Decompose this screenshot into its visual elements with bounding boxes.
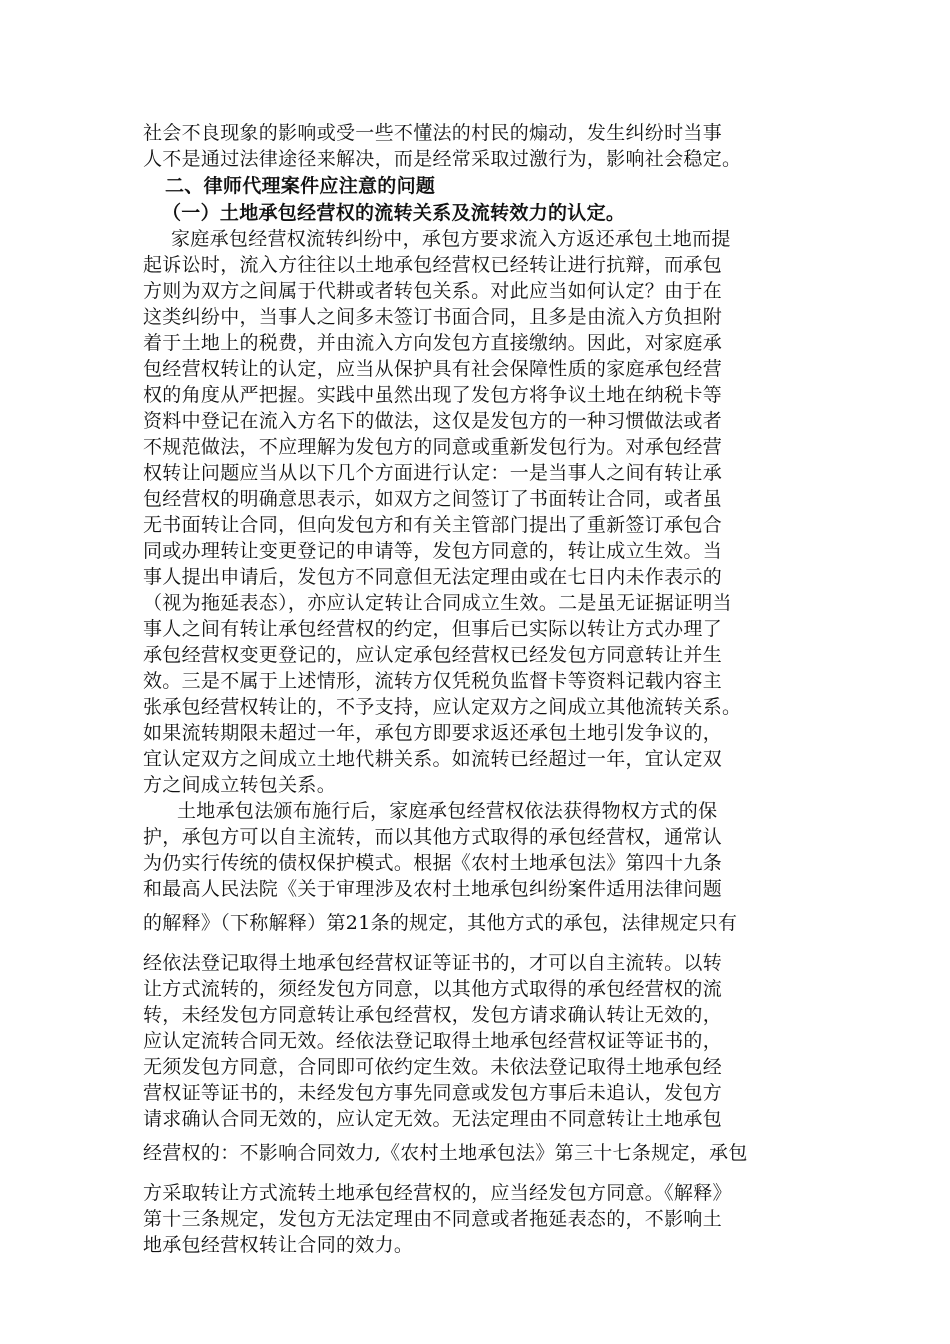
body-text-line: 同或办理转让变更登记的申请等，发包方同意的，转让成立生效。当 [143, 540, 723, 562]
body-text-line: 经营权的：不影响合同效力,《农村土地承包法》第三十七条规定，承包 [143, 1142, 748, 1164]
section-heading: 二、律师代理案件应注意的问题 [165, 175, 436, 197]
body-text-line: 方采取转让方式流转土地承包经营权的，应当经发包方同意。《解释》 [143, 1182, 732, 1204]
body-text-line: 这类纠纷中，当事人之间多未签订书面合同，且多是由流入方负担附 [143, 306, 723, 328]
body-text-line: 宜认定双方之间成立土地代耕关系。如流转已经超过一年，宜认定双 [143, 748, 723, 770]
body-text-line: 第十三条规定，发包方无法定理由不同意或者拖延表态的，不影响土 [143, 1208, 723, 1230]
body-text-line: 营权证等证书的，未经发包方事先同意或发包方事后未追认，发包方 [143, 1082, 723, 1104]
body-text-line: 经依法登记取得土地承包经营权证等证书的，才可以自主流转。以转 [143, 952, 723, 974]
body-text-line: 人不是通过法律途径来解决，而是经常采取过激行为，影响社会稳定。 [143, 148, 742, 170]
body-text-line: 包经营权转让的认定，应当从保护具有社会保障性质的家庭承包经营 [143, 358, 723, 380]
body-text-line: 方则为双方之间属于代耕或者转包关系。对此应当如何认定？由于在 [143, 280, 723, 302]
body-text-line: 包经营权的明确意思表示，如双方之间签订了书面转让合同，或者虽 [143, 488, 723, 510]
subsection-heading: （一）土地承包经营权的流转关系及流转效力的认定。 [162, 202, 626, 224]
body-text-line: 家庭承包经营权流转纠纷中，承包方要求流入方返还承包土地而提 [171, 228, 731, 250]
body-text-line: 的解释》（下称解释）第21条的规定，其他方式的承包，法律规定只有 [143, 912, 738, 934]
body-text-line: 社会不良现象的影响或受一些不懂法的村民的煽动，发生纠纷时当事 [143, 122, 723, 144]
body-text-line: 转，未经发包方同意转让承包经营权，发包方请求确认转让无效的， [143, 1004, 723, 1026]
body-text-line: 起诉讼时，流入方往往以土地承包经营权已经转让进行抗辩，而承包 [143, 254, 723, 276]
body-text-line: 土地承包法颁布施行后，家庭承包经营权依法获得物权方式的保 [177, 800, 718, 822]
body-text-line: 无书面转让合同，但向发包方和有关主管部门提出了重新签订承包合 [143, 514, 723, 536]
body-text-line: 如果流转期限未超过一年，承包方即要求返还承包土地引发争议的， [143, 722, 723, 744]
body-text-line: 地承包经营权转让合同的效力。 [143, 1234, 414, 1256]
body-text-line: 事人提出申请后，发包方不同意但无法定理由或在七日内未作表示的 [143, 566, 723, 588]
body-text-line: 权的角度从严把握。实践中虽然出现了发包方将争议土地在纳税卡等 [143, 384, 723, 406]
body-text-line: 不规范做法，不应理解为发包方的同意或重新发包行为。对承包经营 [143, 436, 723, 458]
body-text-line: 护，承包方可以自主流转，而以其他方式取得的承包经营权，通常认 [143, 826, 723, 848]
body-text-line: 事人之间有转让承包经营权的约定，但事后已实际以转让方式办理了 [143, 618, 723, 640]
body-text-line: （视为拖延表态），亦应认定转让合同成立生效。二是虽无证据证明当 [143, 592, 732, 614]
body-text-line: 效。三是不属于上述情形，流转方仅凭税负监督卡等资料记载内容主 [143, 670, 723, 692]
body-text-line: 权转让问题应当从以下几个方面进行认定：一是当事人之间有转让承 [143, 462, 723, 484]
body-text-line: 请求确认合同无效的，应认定无效。无法定理由不同意转让土地承包 [143, 1108, 723, 1130]
body-text-line: 资料中登记在流入方名下的做法，这仅是发包方的一种习惯做法或者 [143, 410, 723, 432]
body-text-line: 应认定流转合同无效。经依法登记取得土地承包经营权证等证书的， [143, 1030, 723, 1052]
body-text-line: 为仍实行传统的债权保护模式。根据《农村土地承包法》第四十九条 [143, 852, 723, 874]
body-text-line: 张承包经营权转让的，不予支持，应认定双方之间成立其他流转关系。 [143, 696, 742, 718]
body-text-line: 和最高人民法院《关于审理涉及农村土地承包纠纷案件适用法律问题 [143, 878, 723, 900]
body-text-line: 承包经营权变更登记的，应认定承包经营权已经发包方同意转让并生 [143, 644, 723, 666]
body-text-line: 让方式流转的，须经发包方同意，以其他方式取得的承包经营权的流 [143, 978, 723, 1000]
body-text-line: 方之间成立转包关系。 [143, 774, 337, 796]
body-text-line: 无须发包方同意，合同即可依约定生效。未依法登记取得土地承包经 [143, 1056, 723, 1078]
body-text-line: 着于土地上的税费，并由流入方向发包方直接缴纳。因此，对家庭承 [143, 332, 723, 354]
